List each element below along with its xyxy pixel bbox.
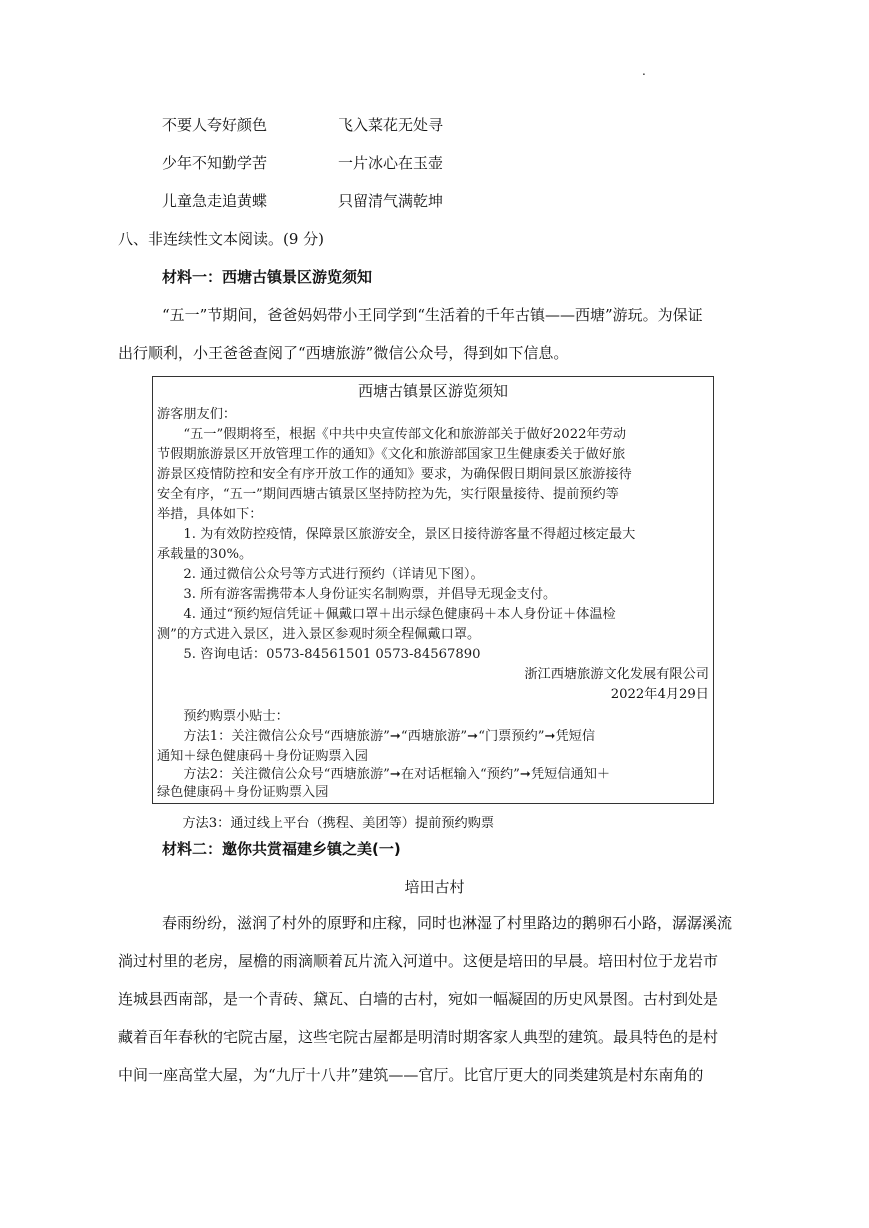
tips-line: 方法3：通过线上平台（携程、美团等）提前预约购票 bbox=[156, 816, 495, 831]
notice-line: 举措，具体如下： bbox=[157, 507, 263, 522]
tips-line: 方法2：关注微信公众号“西塘旅游”➞在对话框输入“预约”➞凭短信通知＋ bbox=[157, 767, 611, 782]
material-one-para-line1: “五一”节期间，爸爸妈妈带小王同学到“生活着的千年古镇——西塘”游玩。为保证 bbox=[162, 306, 703, 324]
poem-left-1: 不要人夸好颜色 bbox=[162, 116, 268, 134]
notice-line: 安全有序，“五一”期间西塘古镇景区坚持防控为先，实行限量接待、提前预约等 bbox=[157, 487, 619, 502]
poem-right-1: 飞入菜花无处寻 bbox=[338, 116, 444, 134]
notice-line: 测”的方式进入景区，进入景区参观时须全程佩戴口罩。 bbox=[157, 627, 481, 642]
material-one-heading: 材料一：西塘古镇景区游览须知 bbox=[162, 268, 373, 286]
notice-line: 承载量的30%。 bbox=[157, 547, 253, 562]
section-eight-heading: 八、非连续性文本阅读。(9 分) bbox=[118, 230, 325, 248]
material-two-heading: 材料二：邀你共赏福建乡镇之美(一) bbox=[162, 840, 401, 858]
poem-left-3: 儿童急走追黄蝶 bbox=[162, 192, 268, 210]
notice-line: 游景区疫情防控和安全有序开放工作的通知》要求，为确保假日期间景区旅游接待 bbox=[157, 467, 632, 482]
notice-line: 3. 所有游客需携带本人身份证实名制购票，并倡导无现金支付。 bbox=[157, 587, 557, 602]
material-one-para-line2: 出行顺利，小王爸爸查阅了“西塘旅游”微信公众号，得到如下信息。 bbox=[118, 344, 569, 362]
notice-line: 节假期旅游景区开放管理工作的通知》《文化和旅游部国家卫生健康委关于做好旅 bbox=[157, 447, 626, 462]
material-two-subtitle: 培田古村 bbox=[404, 878, 465, 896]
material-two-line: 连城县西南部，是一个青砖、黛瓦、白墙的古村，宛如一幅凝固的历史风景图。古村到处是 bbox=[118, 990, 719, 1008]
material-two-line: 春雨纷纷，滋润了村外的原野和庄稼，同时也淋湿了村里路边的鹅卵石小路，潺潺溪流 bbox=[162, 914, 733, 932]
poem-right-3: 只留清气满乾坤 bbox=[338, 192, 444, 210]
notice-company: 浙江西塘旅游文化发展有限公司 bbox=[524, 667, 709, 682]
notice-line: 1. 为有效防控疫情，保障景区旅游安全，景区日接待游客量不得超过核定最大 bbox=[157, 527, 636, 542]
notice-line: 5. 咨询电话：0573-84561501 0573-84567890 bbox=[157, 647, 481, 662]
tips-line: 方法1：关注微信公众号“西塘旅游”➞“西塘旅游”➞“门票预约”➞凭短信 bbox=[157, 729, 596, 744]
material-two-line: 中间一座高堂大屋，为“九厅十八井”建筑——官厅。比官厅更大的同类建筑是村东南角的 bbox=[118, 1066, 704, 1084]
notice-date: 2022年4月29日 bbox=[610, 687, 709, 702]
corner-mark: . bbox=[642, 64, 646, 78]
tips-line: 通知＋绿色健康码＋身份证购票入园 bbox=[157, 749, 368, 764]
poem-left-2: 少年不知勤学苦 bbox=[162, 154, 268, 172]
material-two-line: 藏着百年春秋的宅院古屋，这些宅院古屋都是明清时期客家人典型的建筑。最具特色的是村 bbox=[118, 1028, 719, 1046]
notice-title: 西塘古镇景区游览须知 bbox=[357, 382, 508, 400]
poem-right-2: 一片冰心在玉壶 bbox=[338, 154, 444, 172]
notice-line: 2. 通过微信公众号等方式进行预约（详请见下图）。 bbox=[157, 567, 484, 582]
notice-line: “五一”假期将至，根据《中共中央宣传部文化和旅游部关于做好2022年劳动 bbox=[157, 427, 627, 442]
notice-line: 4. 通过“预约短信凭证＋佩戴口罩＋出示绿色健康码＋本人身份证＋体温检 bbox=[157, 607, 616, 622]
material-two-line: 淌过村里的老房，屋檐的雨滴顺着瓦片流入河道中。这便是培田的早晨。培田村位于龙岩市 bbox=[118, 952, 719, 970]
tips-title: 预约购票小贴士： bbox=[157, 709, 289, 724]
notice-box bbox=[152, 376, 714, 804]
notice-greeting: 游客朋友们： bbox=[157, 407, 237, 422]
tips-line: 绿色健康码＋身份证购票入园 bbox=[157, 785, 329, 800]
